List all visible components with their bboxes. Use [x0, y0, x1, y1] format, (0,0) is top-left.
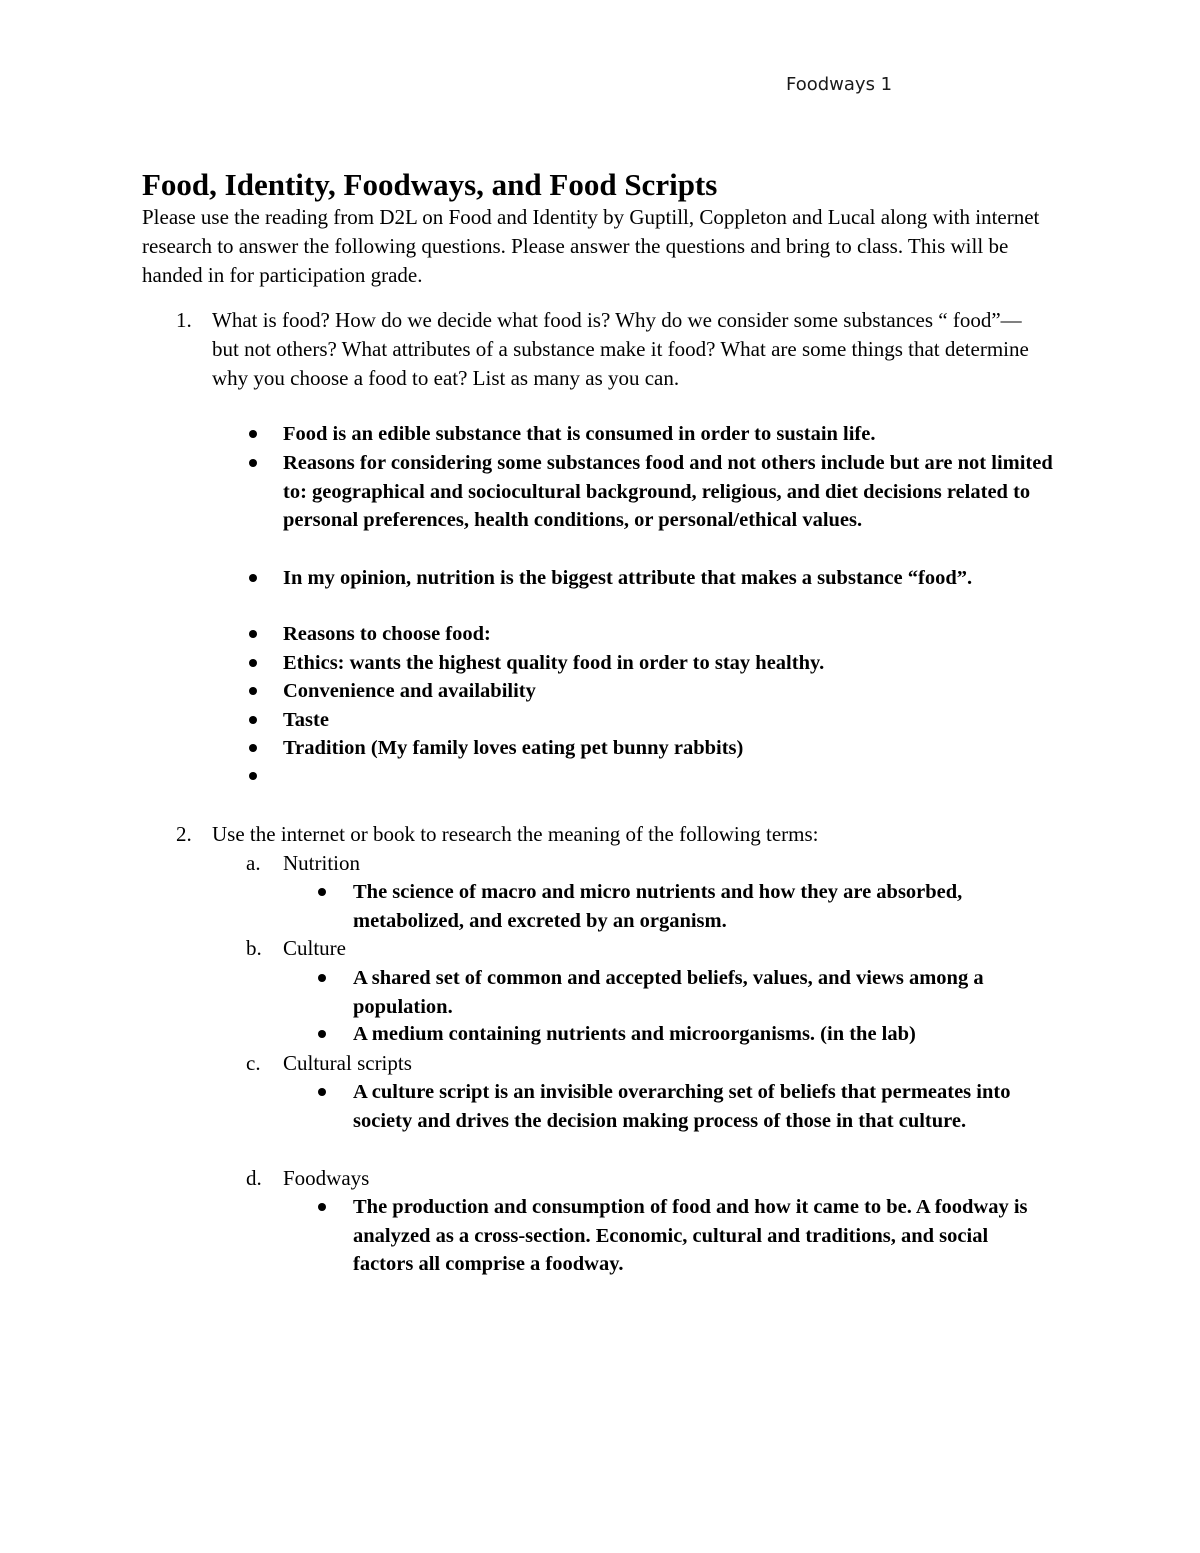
definition-item: A culture script is an invisible overarching set of beliefs that permeates into society and drives the decision making process of those in that culture.: [353, 1081, 1011, 1132]
answer-item: In my opinion, nutrition is the biggest attribute that makes a substance “food”.: [283, 567, 973, 589]
document-title: Food, Identity, Foodways, and Food Scripts: [142, 167, 718, 202]
bullet-icon: [249, 659, 257, 667]
question-number: 2.: [176, 822, 192, 846]
term-name: Cultural scripts: [283, 1051, 412, 1075]
bullet-icon: [318, 1088, 326, 1096]
bullet-icon: [249, 716, 257, 724]
question-text: What is food? How do we decide what food is? Why do we consider some substances “ food”—but not others? What attributes of a substance make it food? What are some things that determine why you choose a food to eat? List as many as you can.: [212, 308, 1029, 390]
answer-item: Food is an edible substance that is consumed in order to sustain life.: [283, 423, 876, 445]
question-number: 1.: [176, 308, 192, 332]
answer-item: Reasons to choose food:: [283, 623, 491, 645]
term-letter: b.: [246, 936, 262, 960]
bullet-icon: [318, 1203, 326, 1211]
answer-item: Taste: [283, 709, 329, 731]
intro-paragraph: Please use the reading from D2L on Food and Identity by Guptill, Coppleton and Lucal along with internet research to answer the following questions. Please answer the questions and bring to class. This will be handed in for participation grade.: [142, 205, 1040, 287]
bullet-icon: [318, 974, 326, 982]
question-text: Use the internet or book to research the meaning of the following terms:: [212, 822, 819, 846]
term-name: Culture: [283, 936, 346, 960]
bullet-icon: [318, 1030, 326, 1038]
term-letter: a.: [246, 851, 261, 875]
bullet-icon: [249, 459, 257, 467]
bullet-icon: [249, 744, 257, 752]
term-name: Foodways: [283, 1166, 370, 1190]
bullet-icon: [249, 630, 257, 638]
definition-item: A medium containing nutrients and microorganisms. (in the lab): [353, 1023, 916, 1045]
answer-item: Ethics: wants the highest quality food in order to stay healthy.: [283, 652, 825, 674]
bullet-icon: [249, 574, 257, 582]
answer-item: Reasons for considering some substances food and not others include but are not limited to: geographical and sociocultural background, religious, and diet decisions related to personal preferences, health conditions, or personal/ethical values.: [283, 452, 1053, 531]
term-letter: d.: [246, 1166, 262, 1190]
definition-item: The production and consumption of food and how it came to be. A foodway is analyzed as a cross-section. Economic, cultural and traditions, and social factors all comprise a foodway.: [353, 1196, 1028, 1275]
answer-item: Convenience and availability: [283, 680, 536, 702]
bullet-icon: [318, 888, 326, 896]
definition-item: A shared set of common and accepted beliefs, values, and views among a population.: [353, 967, 984, 1018]
answer-item: Tradition (My family loves eating pet bunny rabbits): [283, 737, 744, 759]
bullet-icon: [249, 687, 257, 695]
bullet-icon: [249, 772, 257, 780]
term-letter: c.: [246, 1051, 261, 1075]
definition-item: The science of macro and micro nutrients and how they are absorbed, metabolized, and excreted by an organism.: [353, 881, 963, 932]
running-header: Foodways 1: [786, 74, 893, 95]
bullet-icon: [249, 430, 257, 438]
term-name: Nutrition: [283, 851, 360, 875]
